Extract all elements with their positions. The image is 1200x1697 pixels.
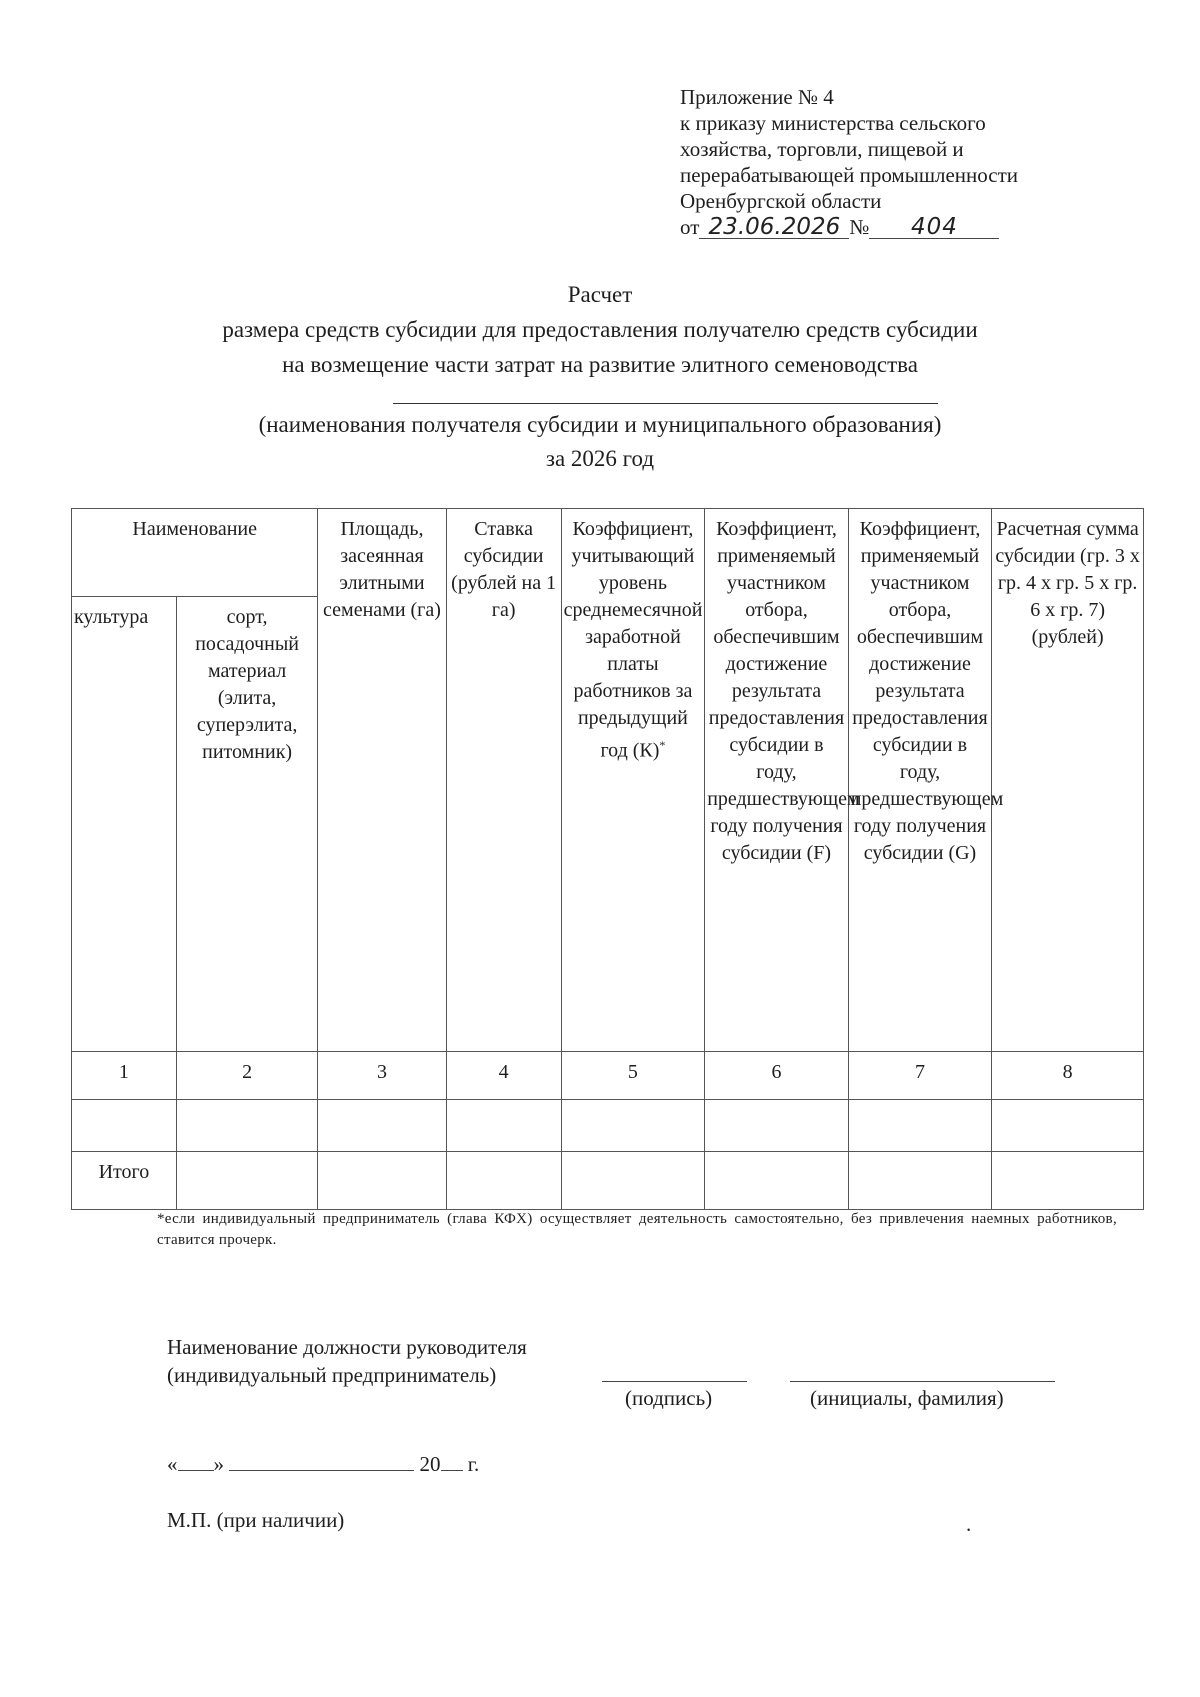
appendix-line: к приказу министерства сельского [680, 111, 986, 135]
header-variety: сорт, посадочный материал (элита, суперэлита, питомник) [176, 597, 318, 1052]
header-coef-g: Коэффициент, применяемый участником отбора, обеспечившим достижение результата предоставления субсидии в году, предшествующем году получения субсидии (G) [848, 509, 992, 1052]
signature-caption: (подпись) [625, 1386, 713, 1410]
table-cell [561, 1100, 705, 1152]
table-cell [446, 1100, 561, 1152]
footnote: *если индивидуальный предприниматель (глава КФХ) осуществляет деятельность самостоятельно, без привлечения наемных работников, ставится прочерк. [157, 1211, 1117, 1248]
date-line [167, 1452, 479, 1477]
total-label: Итого [72, 1152, 177, 1210]
document-title: Расчет [567, 282, 633, 307]
day-blank [178, 1452, 214, 1471]
column-number: 1 [72, 1052, 177, 1100]
column-number: 7 [848, 1052, 992, 1100]
column-number: 6 [705, 1052, 849, 1100]
order-date-number [680, 214, 1018, 240]
table-header-row [72, 509, 1144, 597]
signature-position [167, 1333, 527, 1389]
table-cell [72, 1100, 177, 1152]
year-suffix: г. [467, 1452, 480, 1476]
header-coef-k-text: Коэффициент, учитывающий уровень среднемесячной заработной платы работников за предыдущий год (К) [563, 518, 703, 762]
year-blank [441, 1452, 463, 1471]
table-cell [705, 1100, 849, 1152]
table-cell [992, 1152, 1144, 1210]
total-row [72, 1152, 1144, 1210]
year-prefix: 20 [419, 1452, 441, 1476]
document-subtitle: на возмещение части затрат на развитие элитного семеноводства [282, 352, 918, 377]
document-period: за 2026 год [545, 446, 655, 471]
table-cell [446, 1152, 561, 1210]
recipient-caption: (наименования получателя субсидии и муниципального образования) [258, 412, 942, 437]
table-row [72, 1100, 1144, 1152]
name-blank-line [790, 1381, 1055, 1382]
appendix-header [680, 84, 1018, 240]
signature-blank-line [602, 1381, 747, 1382]
header-name-group: Наименование [72, 509, 318, 597]
header-rate: Ставка субсидии (рублей на 1 га) [446, 509, 561, 1052]
column-number: 3 [318, 1052, 446, 1100]
appendix-line: хозяйства, торговли, пищевой и [680, 137, 964, 161]
appendix-line: перерабатывающей промышленности [680, 163, 1019, 187]
number-label: № [849, 215, 870, 239]
date-open-quote: « [167, 1452, 178, 1476]
document-subtitle: размера средств субсидии для предоставления получателю средств субсидии [222, 317, 978, 342]
table-cell [318, 1100, 446, 1152]
table-cell [848, 1100, 992, 1152]
column-number: 5 [561, 1052, 705, 1100]
table-cell [176, 1100, 318, 1152]
date-close-quote: » [213, 1452, 224, 1476]
header-area: Площадь, засеянная элитными семенами (га) [318, 509, 446, 1052]
scan-dot: . [966, 1512, 972, 1536]
calculation-table [71, 508, 1144, 1210]
footnote-mark: * [659, 738, 666, 752]
recipient-blank-line [393, 403, 938, 404]
header-coef-k [561, 509, 705, 1052]
date-prefix: от [680, 215, 700, 239]
name-caption: (инициалы, фамилия) [810, 1386, 1004, 1410]
header-coef-f: Коэффициент, применяемый участником отбора, обеспечившим достижение результата предоставления субсидии в году, предшествующем году получения субсидии (F) [705, 509, 849, 1052]
table-cell [561, 1152, 705, 1210]
handwritten-date: 23.06.2026 [699, 216, 849, 239]
position-label: (индивидуальный предприниматель) [167, 1363, 497, 1387]
column-number: 4 [446, 1052, 561, 1100]
column-number-row [72, 1052, 1144, 1100]
month-blank [229, 1452, 414, 1471]
seal-label: М.П. (при наличии) [167, 1508, 345, 1532]
position-label: Наименование должности руководителя [167, 1335, 527, 1359]
handwritten-number: 404 [869, 216, 999, 239]
table-cell [318, 1152, 446, 1210]
header-crop: культура [72, 597, 177, 1052]
table-cell [848, 1152, 992, 1210]
column-number: 8 [992, 1052, 1144, 1100]
header-amount: Расчетная сумма субсидии (гр. 3 х гр. 4 х гр. 5 х гр. 6 х гр. 7) (рублей) [992, 509, 1144, 1052]
column-number: 2 [176, 1052, 318, 1100]
table-cell [992, 1100, 1144, 1152]
appendix-line: Оренбургской области [680, 189, 882, 213]
table-cell [176, 1152, 318, 1210]
appendix-title: Приложение № 4 [680, 85, 834, 109]
table-cell [705, 1152, 849, 1210]
